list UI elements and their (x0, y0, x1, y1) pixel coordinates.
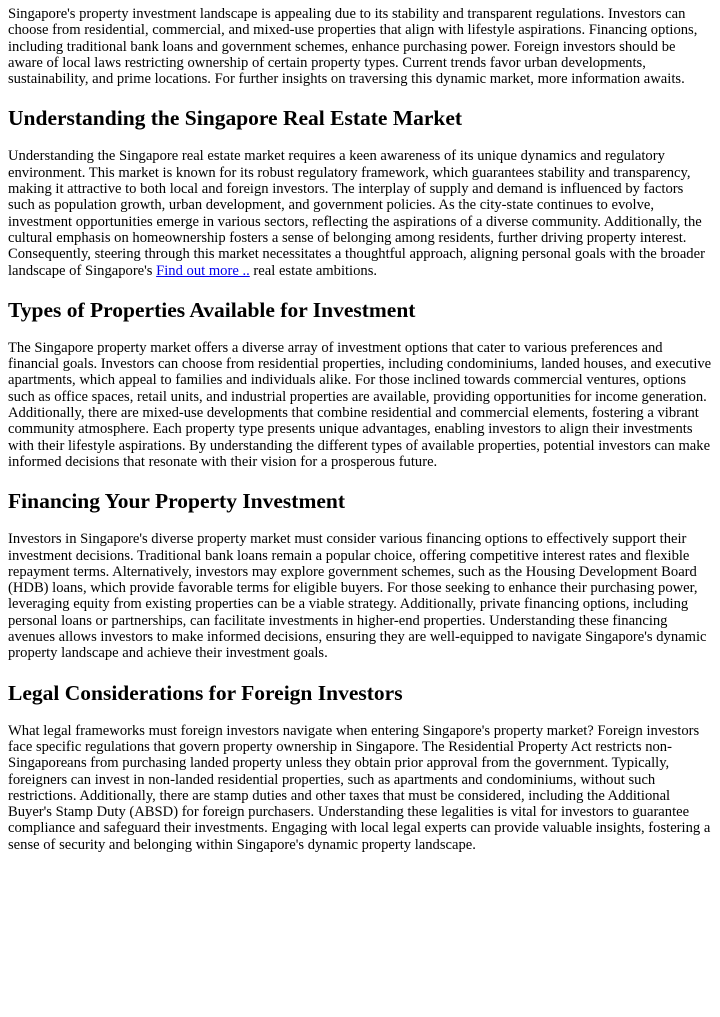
paragraph-text-before-link: Understanding the Singapore real estate market requires a keen awareness of its unique dynamics and regulatory environment. This market is known for its robust regulatory framework, which guarantees stability and transparency, making it attractive to both local and foreign investors. The interplay of supply and demand is influenced by factors such as population growth, urban development, and government policies. As the city-state continues to evolve, investment opportunities emerge in various sectors, reflecting the aspirations of a diverse community. Additionally, the cultural emphasis on homeownership fosters a sense of belonging among residents, further driving property interest. Consequently, steering through this market necessitates a thoughtful approach, aligning personal goals with the broader landscape of Singapore's (8, 148, 705, 279)
paragraph-legal-considerations: What legal frameworks must foreign investors navigate when entering Singapore's property market? Foreign investors face specific regulations that govern property ownership in Singapore. The Residential Property Act restricts non-Singaporeans from purchasing landed property unless they obtain prior approval from the government. Typically, foreigners can invest in non-landed residential properties, such as apartments and condominiums, without such restrictions. Additionally, there are stamp duties and other taxes that must be considered, including the Additional Buyer's Stamp Duty (ABSD) for foreign purchasers. Understanding these legalities is vital for investors to guarantee compliance and safeguard their investments. Engaging with local legal experts can provide valuable insights, fostering a sense of security and belonging within Singapore's dynamic property landscape. (8, 722, 711, 853)
paragraph-text-after-link: real estate ambitions. (249, 262, 378, 279)
paragraph-financing: Investors in Singapore's diverse property market must consider various financing options to effectively support their investment decisions. Traditional bank loans remain a popular choice, offering competitive interest rates and flexible repayment terms. Alternatively, investors may explore government schemes, such as the Housing Development Board (HDB) loans, which provide favorable terms for eligible buyers. For those seeking to enhance their purchasing power, leveraging equity from existing properties can be a viable strategy. Additionally, private financing options, including personal loans or partnerships, can facilitate investments in higher-end properties. Understanding these financing avenues allows investors to make informed decisions, ensuring they are well-equipped to navigate Singapore's dynamic property landscape and achieve their investment goals. (8, 531, 707, 662)
heading-financing: Financing Your Property Investment (8, 489, 346, 514)
heading-understanding-market: Understanding the Singapore Real Estate Market (8, 106, 463, 131)
paragraph-understanding-market (8, 148, 712, 278)
heading-legal-considerations: Legal Considerations for Foreign Investors (8, 680, 403, 705)
intro-paragraph: Singapore's property investment landscape is appealing due to its stability and transparent regulations. Investors can choose from residential, commercial, and mixed-use properties that align with lifestyle aspirations. Financing options, including traditional bank loans and government schemes, enhance purchasing power. Foreign investors should be aware of local laws restricting ownership of certain property types. Current trends favor urban developments, sustainability, and prime locations. For further insights on traversing this dynamic market, more information awaits. (8, 6, 698, 88)
heading-types-of-properties: Types of Properties Available for Investment (8, 297, 416, 322)
find-out-more-link[interactable]: Find out more .. (156, 262, 250, 279)
paragraph-types-of-properties: The Singapore property market offers a diverse array of investment options that cater to various preferences and financial goals. Investors can choose from residential properties, including condominiums, landed houses, and executive apartments, which appeal to families and individuals alike. For those inclined towards commercial ventures, options such as office spaces, retail units, and industrial properties are available, providing opportunities for income generation. Additionally, there are mixed-use developments that combine residential and commercial elements, fostering a vibrant community atmosphere. Each property type presents unique advantages, enabling investors to align their investments with their lifestyle aspirations. By understanding the different types of available properties, potential investors can make informed decisions that resonate with their vision for a prosperous future. (8, 339, 712, 470)
